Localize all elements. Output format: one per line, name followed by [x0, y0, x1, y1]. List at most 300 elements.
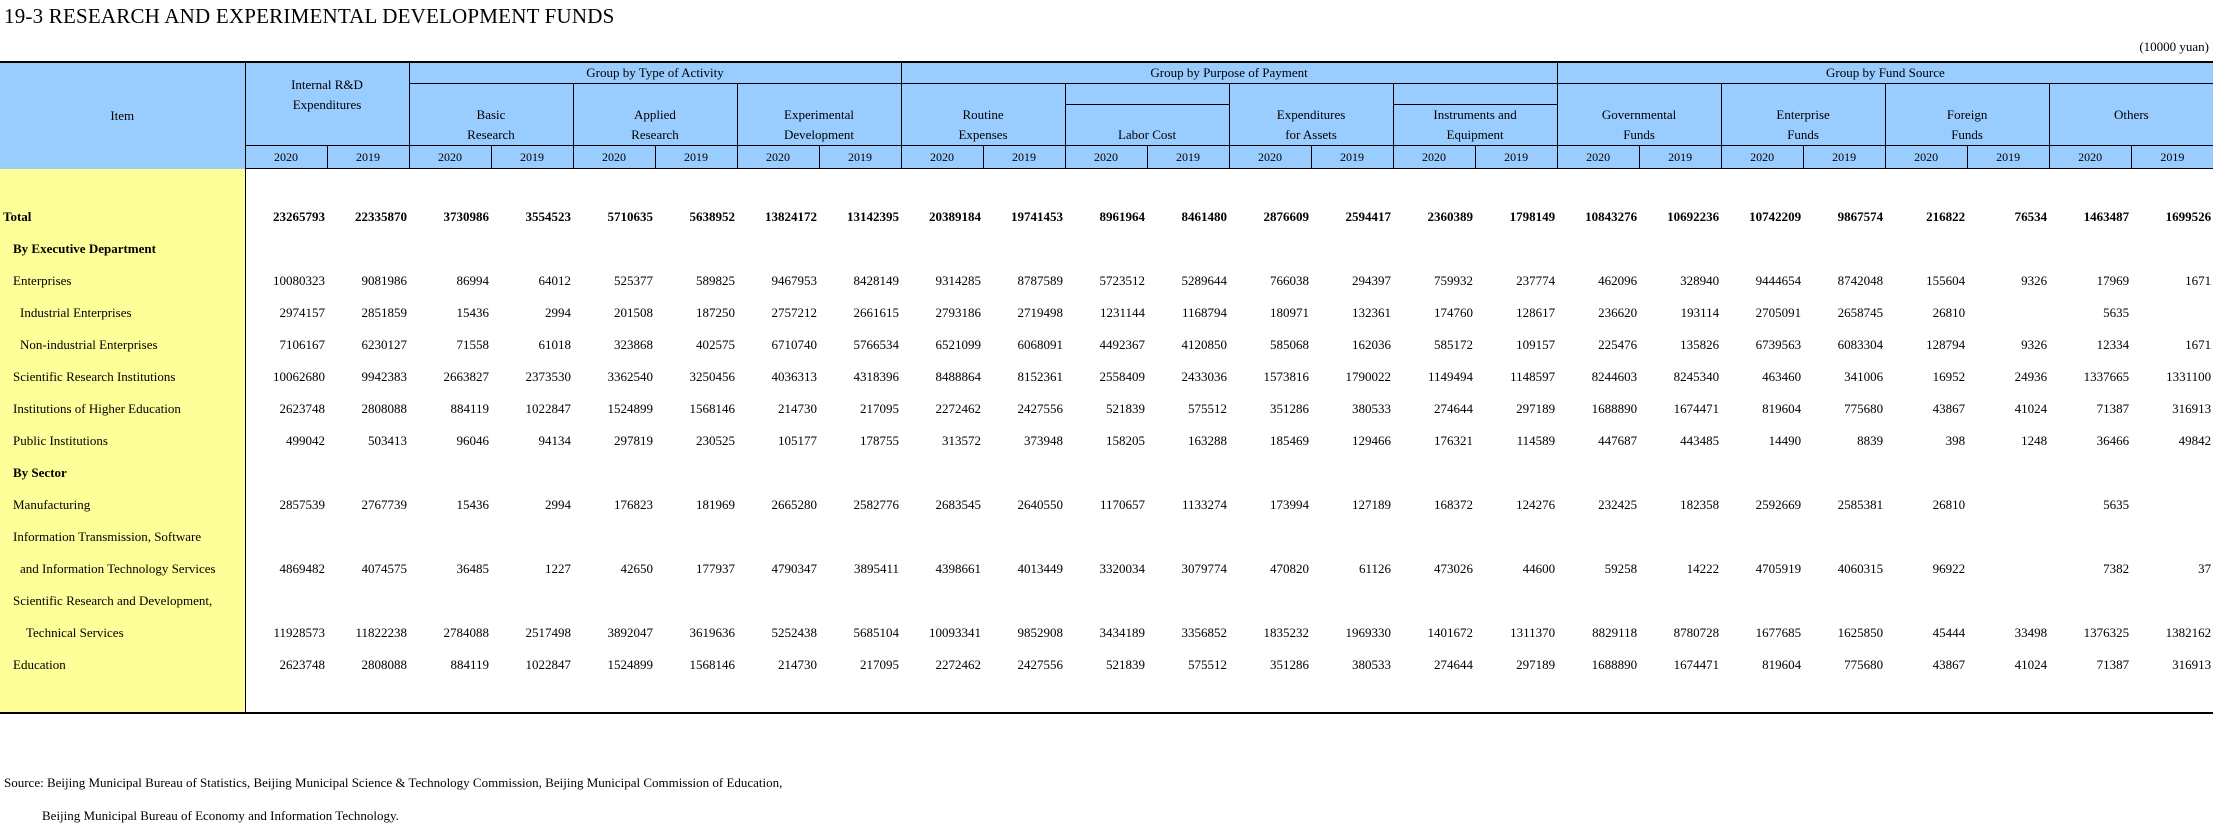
value-cell [2131, 489, 2213, 521]
value-cell: 162036 [1352, 336, 1392, 352]
value-cell: 1568146 [689, 656, 735, 672]
value-cell [1557, 457, 1639, 489]
value-cell: 14490 [1768, 432, 1802, 448]
row-label: Technical Services [0, 617, 245, 649]
value-cell: 3730986 [443, 208, 489, 224]
value-cell: 766038 [1270, 272, 1310, 288]
value-cell: 59258 [1604, 560, 1638, 576]
value-cell: 1463487 [2083, 208, 2130, 224]
value-cell: 5638952 [689, 208, 735, 224]
value-cell [2049, 521, 2131, 553]
assets-line1: Expenditures [1276, 107, 1346, 122]
value-cell: 1401672 [1427, 624, 1474, 640]
internal-rd-header-line2: Expenditures [292, 97, 362, 112]
value-cell: 2433036 [1181, 368, 1228, 384]
value-cell: 8244603 [1591, 368, 1638, 384]
value-cell: 1674471 [1673, 400, 1720, 416]
value-cell [737, 521, 819, 553]
year-header: 2020 [901, 146, 983, 169]
table-row [0, 553, 2213, 585]
value-cell: 15436 [456, 496, 489, 512]
value-cell: 44600 [1522, 560, 1556, 576]
value-cell: 1969330 [1345, 624, 1392, 640]
value-cell: 2272462 [935, 400, 982, 416]
value-cell: 8152361 [1017, 368, 1064, 384]
value-cell: 180971 [1270, 304, 1310, 320]
internal-rd-header-line1: Internal R&D [291, 77, 363, 92]
value-cell: 182358 [1680, 496, 1720, 512]
value-cell: 2705091 [1755, 304, 1802, 320]
value-cell: 1671 [2185, 336, 2212, 352]
labor-cost-label: Labor Cost [1117, 127, 1177, 142]
value-cell [1311, 457, 1393, 489]
value-cell: 2640550 [1017, 496, 1064, 512]
value-cell [1639, 585, 1721, 617]
value-cell: 2663827 [443, 368, 489, 384]
value-cell [1475, 521, 1557, 553]
value-cell [1147, 233, 1229, 265]
value-cell [245, 521, 327, 553]
internal-rd-header [245, 62, 409, 146]
value-cell: 341006 [1844, 368, 1884, 384]
value-cell: 4318396 [853, 368, 900, 384]
value-cell: 2784088 [443, 624, 489, 640]
value-cell: 1835232 [1263, 624, 1310, 640]
value-cell: 4013449 [1017, 560, 1064, 576]
value-cell: 294397 [1352, 272, 1392, 288]
value-cell: 168372 [1434, 496, 1474, 512]
value-cell: 2683545 [935, 496, 982, 512]
value-cell [1393, 457, 1475, 489]
value-cell [1721, 521, 1803, 553]
value-cell [491, 521, 573, 553]
value-cell: 2851859 [361, 304, 407, 320]
value-cell [573, 457, 655, 489]
value-cell: 2592669 [1755, 496, 1802, 512]
table-row [0, 265, 2213, 297]
value-cell: 4120850 [1181, 336, 1228, 352]
value-cell: 2767739 [361, 496, 407, 512]
value-cell: 3434189 [1099, 624, 1146, 640]
value-cell [2131, 297, 2213, 329]
value-cell: 3250456 [689, 368, 735, 384]
value-cell: 12334 [2096, 336, 2130, 352]
value-cell: 1227 [545, 560, 571, 576]
value-cell: 5289644 [1181, 272, 1228, 288]
value-cell: 297189 [1516, 400, 1556, 416]
value-cell: 525377 [614, 272, 653, 288]
value-cell: 443485 [1680, 432, 1720, 448]
value-cell: 193114 [1680, 304, 1720, 320]
value-cell: 230525 [696, 432, 735, 448]
value-cell: 274644 [1434, 400, 1474, 416]
value-cell [409, 457, 491, 489]
row-label: By Sector [0, 457, 245, 489]
value-cell: 178755 [860, 432, 900, 448]
value-cell [327, 233, 409, 265]
value-cell [327, 457, 409, 489]
value-cell [2049, 457, 2131, 489]
table-row [0, 585, 2213, 617]
value-cell: 589825 [696, 272, 735, 288]
value-cell: 1674471 [1673, 656, 1720, 672]
year-header: 2019 [983, 146, 1065, 169]
value-cell: 7382 [2103, 560, 2130, 576]
value-cell: 1170657 [1100, 496, 1146, 512]
row-label: Scientific Research and Development, [0, 585, 245, 617]
value-cell [655, 521, 737, 553]
value-cell [1721, 457, 1803, 489]
value-cell: 23265793 [273, 208, 325, 224]
routine-expenses-line1: Routine [962, 107, 1004, 122]
row-label: Education [0, 649, 245, 681]
value-cell [983, 457, 1065, 489]
value-cell: 10062680 [273, 368, 325, 384]
value-cell: 2594417 [1345, 208, 1392, 224]
value-cell [1311, 521, 1393, 553]
value-cell [1475, 233, 1557, 265]
value-cell [1967, 489, 2049, 521]
value-cell: 26810 [1932, 496, 1966, 512]
value-cell: 1677685 [1755, 624, 1802, 640]
value-cell: 499042 [286, 432, 325, 448]
value-cell: 1248 [2021, 432, 2048, 448]
value-cell [2049, 233, 2131, 265]
source-note-line1: Source: Beijing Municipal Bureau of Statistics, Beijing Municipal Science & Technology Commission, Beijing Municipal Commission of Education, [4, 775, 783, 790]
value-cell: 462096 [1598, 272, 1638, 288]
value-cell: 5766534 [853, 336, 900, 352]
basic-research-line2: Research [467, 127, 515, 142]
value-cell: 9314285 [935, 272, 982, 288]
value-cell: 328940 [1680, 272, 1720, 288]
basic-research-line1: Basic [476, 107, 506, 122]
value-cell: 236620 [1598, 304, 1638, 320]
value-cell: 10093341 [929, 624, 982, 640]
value-cell [737, 457, 819, 489]
value-cell: 3320034 [1099, 560, 1146, 576]
value-cell [491, 457, 573, 489]
year-header: 2020 [737, 146, 819, 169]
value-cell: 575512 [1188, 400, 1228, 416]
value-cell: 1311370 [1510, 624, 1556, 640]
year-header: 2019 [491, 146, 573, 169]
value-cell: 61018 [538, 336, 571, 352]
value-cell [819, 233, 901, 265]
value-cell [655, 585, 737, 617]
value-cell [1393, 585, 1475, 617]
value-cell: 2582776 [853, 496, 900, 512]
value-cell: 109157 [1516, 336, 1556, 352]
value-cell: 1148597 [1510, 368, 1556, 384]
value-cell: 8829118 [1592, 624, 1638, 640]
year-header: 2020 [245, 146, 327, 169]
value-cell: 1331100 [2166, 368, 2212, 384]
value-cell: 1573816 [1263, 368, 1310, 384]
value-cell: 2558409 [1099, 368, 1146, 384]
value-cell: 1798149 [1509, 208, 1556, 224]
value-cell: 1022847 [525, 400, 571, 416]
value-cell: 185469 [1270, 432, 1310, 448]
value-cell: 13142395 [847, 208, 900, 224]
value-cell [1065, 457, 1147, 489]
group-source-header: Group by Fund Source [1557, 62, 2213, 84]
row-label: By Executive Department [0, 233, 245, 265]
value-cell: 214730 [778, 400, 817, 416]
value-cell: 775680 [1844, 400, 1884, 416]
value-cell: 2994 [545, 304, 571, 320]
value-cell [1557, 233, 1639, 265]
value-cell [1557, 521, 1639, 553]
value-cell [1803, 521, 1885, 553]
value-cell: 2757212 [771, 304, 817, 320]
row-label: Enterprises [0, 265, 245, 297]
value-cell [1885, 233, 1967, 265]
value-cell: 11928573 [273, 624, 325, 640]
table-row [0, 329, 2213, 361]
value-cell: 177937 [696, 560, 735, 576]
value-cell: 8245340 [1673, 368, 1720, 384]
year-header: 2020 [1065, 146, 1147, 169]
value-cell [901, 585, 983, 617]
value-cell: 20389184 [929, 208, 982, 224]
value-cell: 187250 [696, 304, 735, 320]
value-cell: 10742209 [1749, 208, 1802, 224]
value-cell: 36485 [456, 560, 489, 576]
value-cell: 15436 [456, 304, 489, 320]
value-cell: 216822 [1926, 208, 1966, 224]
value-cell: 759932 [1434, 272, 1474, 288]
value-cell: 71558 [456, 336, 489, 352]
value-cell: 380533 [1352, 656, 1392, 672]
value-cell: 1149494 [1428, 368, 1474, 384]
value-cell: 8961964 [1099, 208, 1146, 224]
value-cell: 43867 [1932, 656, 1966, 672]
value-cell: 19741453 [1011, 208, 1064, 224]
value-cell [1885, 521, 1967, 553]
value-cell [2131, 521, 2213, 553]
value-cell: 135826 [1680, 336, 1720, 352]
value-cell: 9942383 [361, 368, 407, 384]
value-cell: 26810 [1932, 304, 1966, 320]
value-cell: 10843276 [1585, 208, 1638, 224]
value-cell: 3892047 [607, 624, 653, 640]
value-cell: 9444654 [1755, 272, 1802, 288]
value-cell [1065, 585, 1147, 617]
governmental-funds-line2: Funds [1623, 127, 1655, 142]
value-cell [573, 585, 655, 617]
value-cell: 8780728 [1673, 624, 1720, 640]
rd-funds-table [0, 61, 2213, 714]
value-cell [2131, 585, 2213, 617]
value-cell: 402575 [696, 336, 735, 352]
value-cell: 5252438 [771, 624, 817, 640]
value-cell [409, 585, 491, 617]
value-cell: 351286 [1270, 656, 1310, 672]
value-cell [1721, 233, 1803, 265]
value-cell: 1671 [2185, 272, 2212, 288]
year-header: 2020 [1885, 146, 1967, 169]
value-cell: 158205 [1106, 432, 1146, 448]
value-cell: 1625850 [1837, 624, 1884, 640]
value-cell: 163288 [1188, 432, 1228, 448]
row-label: Scientific Research Institutions [0, 361, 245, 393]
table-row [0, 489, 2213, 521]
value-cell: 470820 [1270, 560, 1310, 576]
value-cell: 174760 [1434, 304, 1474, 320]
table-row [0, 393, 2213, 425]
value-cell: 4036313 [771, 368, 817, 384]
value-cell: 2360389 [1427, 208, 1474, 224]
value-cell: 8839 [1857, 432, 1884, 448]
value-cell: 884119 [450, 400, 489, 416]
year-header: 2020 [1721, 146, 1803, 169]
value-cell: 8461480 [1181, 208, 1228, 224]
value-cell: 217095 [860, 656, 900, 672]
value-cell: 201508 [614, 304, 653, 320]
value-cell: 4074575 [361, 560, 407, 576]
value-cell: 124276 [1516, 496, 1556, 512]
value-cell: 1133274 [1182, 496, 1228, 512]
value-cell: 2517498 [525, 624, 571, 640]
assets-header [1229, 84, 1393, 146]
basic-research-header [409, 84, 573, 146]
value-cell [1229, 233, 1311, 265]
value-cell: 16952 [1932, 368, 1966, 384]
value-cell: 463460 [1762, 368, 1802, 384]
year-header: 2020 [1229, 146, 1311, 169]
value-cell: 49842 [2178, 432, 2212, 448]
value-cell: 61126 [1359, 560, 1392, 576]
value-cell [1639, 457, 1721, 489]
value-cell: 9867574 [1837, 208, 1884, 224]
value-cell: 1376325 [2083, 624, 2130, 640]
value-cell: 316913 [2172, 656, 2212, 672]
value-cell: 4060315 [1837, 560, 1884, 576]
unit-label: (10000 yuan) [2139, 39, 2209, 54]
value-cell: 2857539 [279, 496, 325, 512]
value-cell [1229, 585, 1311, 617]
value-cell: 127189 [1352, 496, 1392, 512]
value-cell: 2719498 [1017, 304, 1064, 320]
value-cell: 71387 [2096, 400, 2130, 416]
value-cell [1885, 585, 1967, 617]
value-cell: 4869482 [279, 560, 325, 576]
value-cell: 2427556 [1017, 400, 1064, 416]
value-cell [901, 457, 983, 489]
table-row [0, 617, 2213, 649]
value-cell: 2876609 [1263, 208, 1310, 224]
value-cell: 2793186 [935, 304, 982, 320]
group-purpose-header: Group by Purpose of Payment [901, 62, 1557, 84]
value-cell [409, 233, 491, 265]
year-header-row [0, 146, 2213, 169]
value-cell: 42650 [620, 560, 653, 576]
value-cell: 9326 [2021, 336, 2048, 352]
value-cell [573, 233, 655, 265]
value-cell [327, 585, 409, 617]
value-cell: 43867 [1932, 400, 1966, 416]
value-cell [1065, 521, 1147, 553]
value-cell: 2994 [545, 496, 571, 512]
table-row [0, 201, 2213, 233]
table-title: 19-3 RESEARCH AND EXPERIMENTAL DEVELOPMENT FUNDS [4, 4, 615, 28]
value-cell: 274644 [1434, 656, 1474, 672]
value-cell: 33498 [2014, 624, 2048, 640]
value-cell [1147, 585, 1229, 617]
value-cell: 10080323 [273, 272, 325, 288]
applied-research-header [573, 84, 737, 146]
table-row [0, 297, 2213, 329]
year-header: 2019 [1803, 146, 1885, 169]
value-cell: 1382162 [2165, 624, 2212, 640]
value-cell: 155604 [1926, 272, 1966, 288]
value-cell: 3619636 [689, 624, 735, 640]
experimental-development-header [737, 84, 901, 146]
value-cell: 3895411 [854, 560, 900, 576]
value-cell: 5685104 [853, 624, 900, 640]
year-header: 2019 [1967, 146, 2049, 169]
value-cell [1393, 521, 1475, 553]
value-cell [819, 585, 901, 617]
year-header: 2019 [1475, 146, 1557, 169]
value-cell: 473026 [1434, 560, 1474, 576]
value-cell: 225476 [1598, 336, 1638, 352]
value-cell: 76534 [2014, 208, 2048, 224]
value-cell: 105177 [778, 432, 817, 448]
value-cell [1967, 233, 2049, 265]
value-cell: 86994 [456, 272, 489, 288]
value-cell [1311, 233, 1393, 265]
governmental-funds-line1: Governmental [1601, 107, 1677, 122]
value-cell: 41024 [2014, 656, 2048, 672]
value-cell [1147, 521, 1229, 553]
table-row [0, 649, 2213, 681]
table-body [0, 169, 2213, 713]
value-cell [245, 457, 327, 489]
value-cell: 585172 [1434, 336, 1474, 352]
value-cell: 3362540 [607, 368, 653, 384]
applied-research-line2: Research [631, 127, 679, 142]
row-label: Industrial Enterprises [0, 297, 245, 329]
value-cell [901, 521, 983, 553]
row-label: Information Transmission, Software [0, 521, 245, 553]
table-row [0, 361, 2213, 393]
year-header: 2019 [819, 146, 901, 169]
value-cell: 1688890 [1591, 400, 1638, 416]
enterprise-funds-line2: Funds [1787, 127, 1819, 142]
value-cell: 8742048 [1837, 272, 1884, 288]
value-cell [819, 521, 901, 553]
value-cell: 2808088 [361, 656, 407, 672]
value-cell: 297189 [1516, 656, 1556, 672]
value-cell: 313572 [942, 432, 982, 448]
value-cell [819, 457, 901, 489]
foreign-funds-header [1885, 84, 2049, 146]
row-label: Non-industrial Enterprises [0, 329, 245, 361]
value-cell: 1168794 [1182, 304, 1228, 320]
value-cell: 2427556 [1017, 656, 1064, 672]
value-cell [1803, 233, 1885, 265]
value-cell: 64012 [538, 272, 571, 288]
others-label: Others [2114, 106, 2149, 122]
value-cell: 297819 [614, 432, 653, 448]
year-header: 2020 [2049, 146, 2131, 169]
year-header: 2019 [2131, 146, 2213, 169]
value-cell: 5635 [2103, 304, 2130, 320]
value-cell: 37 [2198, 560, 2212, 576]
value-cell [901, 233, 983, 265]
value-cell [1393, 233, 1475, 265]
